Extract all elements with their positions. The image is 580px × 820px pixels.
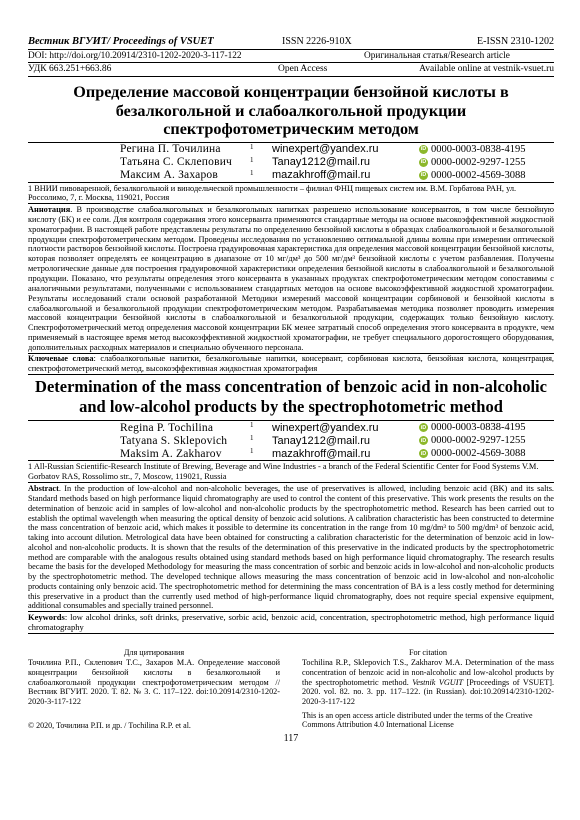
article-page [28,36,554,744]
abstract-text: . In the production of low-alcohol and non-alcoholic beverages, the use of preservatives is allowed, including benzoic acid (BK) and its salts. Standard methods based on high performance liquid chromatography are used to control the content of this preservative. This work presents the results on the determination of benzoic acid in samples of low-alcohol and non-alcoholic products by the spectrophotometric method. Research has been carried out to establish the optimal wavelength when measuring the optical density of benzoic acid solutions. A calibration characteristic has been constructed to determine the mass concentration of benzoic acid, which makes it possible to determine its concentration in the range from 10 mg/dm³ to 500 mg/dm³ of benzoic acid, taking into account dilution. Metrological data have been obtained for constructing a calibration characteristic for the determination of benzoic acid in low-alcohol and non-alcoholic products. It is shown that the results of the determination of this preservative in the indicated products by the spectrophotometric method are comparable with the analogous results obtained using standard methods based on high performance liquid chromatography. The research results became the basis for the developed Methodology for measuring the mass concentration of sorbic and benzoic acids in low-alcohol and non-alcoholic products by the spectrophotometric method. The developed technique allows measuring the mass concentration of benzoic acid in low-alcohol and non-alcoholic products containing only benzoic acid. The spectrophotometric method for determining the mass concentration of BA is a less costly method for determining this preservative in a product than the currently used method of high-performance liquid chromatography, does not require special expensive equipment, additional consumables and specially trained personnel. [28,484,554,611]
author-name: Регина П. Точилина [120,143,221,155]
citation-text: Точилина Р.П., Склепович Т.С., Захаров М.А. Определение массовой концентрации бензойной кислоты в безалкогольной и слабоалкогольной продукции спектрофотометрическим методом // Вестник ВГУИТ. 2020. Т. 82. № 3. С. 117–122. doi:10.20914/2310-1202-2020-3-117-122 [28,657,280,707]
author-row [120,143,550,156]
affiliation-en: 1 All-Russian Scientific-Research Institute of Brewing, Beverage and Wine Industries - a branch of the Federal Scientific Center for Food Systems V.M. Gorbatov RAS, Rossolimo str., 7, Moscow, 119021, Russia [28,462,539,482]
orcid-id: 0000-0002-4569-3088 [431,169,526,181]
author-name: Tatyana S. Sklepovich [120,434,228,447]
author-row [120,169,550,182]
keywords-label: Keywords [28,612,65,623]
doi-link[interactable]: DOI: http://doi.org/10.20914/2310-1202-2020-3-117-122 [28,51,242,61]
journal-header-row [28,36,554,48]
udk: УДК 663.251+663.86 [28,64,112,74]
keywords-en [28,612,554,632]
copyright: © 2020, Точилина Р.П. и др. / Tochilina R.P. et al. [28,720,191,730]
orcid-id: 0000-0003-0838-4195 [431,422,526,434]
udk-row [28,63,554,75]
footer-row [28,711,554,731]
author-row [120,156,550,169]
author-row [120,434,550,447]
author-email[interactable]: winexpert@yandex.ru [272,143,379,155]
author-email[interactable]: Tanay1212@mail.ru [272,434,370,447]
abstract-text: . В производстве слабоалкогольных и безалкогольных напитках разрешено использование консервантов, в том числе бензойную кислоту (БК) и ее соли. Для контроля содержания этого консерванта применяются стандартные методы на основе высокоэффективной жидкостной хроматографии. В настоящей работе представлены результаты по определению бензойной кислоты в образцах слабоалкогольной и безалкогольной продукции спектрофотометрическим методом. Проведены исследования по установлению оптимальной длины волны при измерении оптической плотности растворов бензойной кислоты. Построена градуировочная характеристика для определения массовой концентрации бензойной кислоты, которая позволяет определять ее концентрацию в диапазоне от 10 мг/дм³ до 500 мг/дм³ бензойной кислоты с учетом разбавления. Получены метрологические данные для построения градуировочной характеристики определения бензойной кислоты в слабоалкогольной и безалкогольной продукции. Показано, что результаты определения этого консерванта в указанных продуктах спектрофотометрическим методом сопоставимы с аналогичными результатами, полученными с использованием стандартных методов на основе высокоэффективной жидкостной хроматографии. Результаты исследований стали основой разработанной Методики измерений массовой концентрации сорбиновой и бензойной кислоты в слабоалкогольной и безалкогольной продукции спектрофотометрическим методом. Разрабатываемая методика позволяет проводить измерения массовой концентрации бензойной кислоты в слабоалкогольной и безалкогольной продукции, содержащих только бензойную кислоту. Спектрофотометрический метод определения массовой концентрации БК менее затратный способ определения этого консерванта в продукте, чем применяемый в настоящее время метод высокоэффективной жидкостной хроматографии, не требует специального дорогостоящего оборудования, дополнительных расходных материалов и специально обученного персонала. [28,205,554,352]
udk-rule [28,76,554,77]
citation-en [302,648,554,707]
citation-details: [Proceedings of VSUET]. 2020. vol. 82. no. 3. pp. 117–122. (in Russian). doi:10.20914/2310-1202-2020-3-117-122 [302,677,555,707]
orcid-link[interactable] [419,435,526,446]
author-name: Татьяна С. Склепович [120,156,233,168]
authors-rule-en [28,460,554,461]
affiliation-rule-ru [28,203,554,204]
citation-block [28,648,554,707]
affiliation-mark: 1 [250,434,254,443]
author-email[interactable]: winexpert@yandex.ru [272,421,379,434]
affiliation-rule-en [28,482,554,483]
author-row [120,421,550,434]
orcid-link[interactable] [419,157,526,168]
orcid-link[interactable] [419,170,526,181]
authors-rule-ru [28,182,554,183]
abstract-ru [28,205,554,353]
affiliation-ru: 1 ВНИИ пивоваренной, безалкогольной и винодельческой промышленности – филиал ФНЦ пищевых систем им. В.М. Горбатова РАН, ул. Россолимо, 7, г. Москва, 119021, Россия [28,183,517,203]
affiliation-mark: 1 [250,142,254,151]
author-name: Maksim A. Zakharov [120,447,222,460]
eissn: E-ISSN 2310-1202 [477,36,554,47]
citation-journal: Vestnik VGUIT [412,677,464,687]
citation-ru [28,648,280,707]
abstract-label: Аннотация [28,205,71,215]
orcid-icon: iD [420,424,427,431]
article-title-en: Determination of the mass concentration of benzoic acid in non-alcoholic and low-alcohol products by the spectrophotometric method [35,377,547,417]
citation-heading: Для цитирования [123,648,185,658]
orcid-icon: iD [420,450,427,457]
affiliation-mark: 1 [250,447,254,456]
issn: ISSN 2226-910X [282,36,352,47]
affiliation-mark: 1 [250,168,254,177]
author-email[interactable]: Tanay1212@mail.ru [272,156,370,168]
abstract-en [28,484,554,611]
article-type: Оригинальная статья/Research article [364,51,510,61]
orcid-id: 0000-0003-0838-4195 [431,143,526,155]
doi-row [28,50,554,62]
citation-text [302,658,554,707]
abstract-label: Abstract [28,484,59,494]
author-email[interactable]: mazakhroff@mail.ru [272,169,371,181]
orcid-link[interactable] [419,422,526,433]
article-title-ru: Определение массовой концентрации бензойной кислоты в безалкогольной и слабоалкогольной продукции спектрофотометрическим методом [73,83,509,138]
keywords-text: : слабоалкогольные напитки, безалкогольные напитки, консервант, сорбиновая кислота, бензойная кислота, концентрация, спектрофотометрический метод, высокоэффективная жидкостная хроматография [28,353,554,373]
orcid-link[interactable] [419,144,526,155]
available-online[interactable]: Available online at vestnik-vsuet.ru [419,64,554,74]
affiliation-mark: 1 [250,421,254,430]
page-number: 117 [283,733,299,745]
orcid-id: 0000-0002-4569-3088 [431,448,526,460]
citation-authors-title: Tochilina R.P., Sklepovich T.S., Zakharov M.A. Determination of the mass concentration of benzoic acid in non-alcoholic and low-alcohol products by the spectrophotometric method. [302,657,554,687]
citation-heading: For citation [409,648,447,658]
keywords-ru [28,354,554,374]
orcid-id: 0000-0002-9297-1255 [431,156,526,168]
orcid-link[interactable] [419,448,526,459]
open-access-note: This is an open access article distributed under the terms of the Creative Commons Attribution 4.0 International License [302,710,533,730]
author-row [120,447,550,460]
open-access-label: Open Access [278,64,328,74]
orcid-icon: iD [420,146,427,152]
author-list-en [120,421,550,460]
orcid-id: 0000-0002-9297-1255 [431,435,526,447]
orcid-icon: iD [420,437,427,444]
orcid-icon: iD [420,172,427,178]
section-rule [28,374,554,375]
keywords-text: : low alcohol drinks, soft drinks, preservative, sorbic acid, benzoic acid, concentration, spectrophotometric method, high performance liquid chromatography [28,612,554,633]
author-name: Максим А. Захаров [120,169,218,181]
author-list-ru [120,143,550,182]
journal-name: Вестник ВГУИТ/ Proceedings of VSUET [28,36,214,47]
author-email[interactable]: mazakhroff@mail.ru [272,447,371,460]
author-name: Regina P. Tochilina [120,421,214,434]
keywords-label: Ключевые слова [28,353,94,363]
affiliation-mark: 1 [250,155,254,164]
orcid-icon: iD [420,159,427,165]
keywords-bottom-rule [28,633,554,634]
